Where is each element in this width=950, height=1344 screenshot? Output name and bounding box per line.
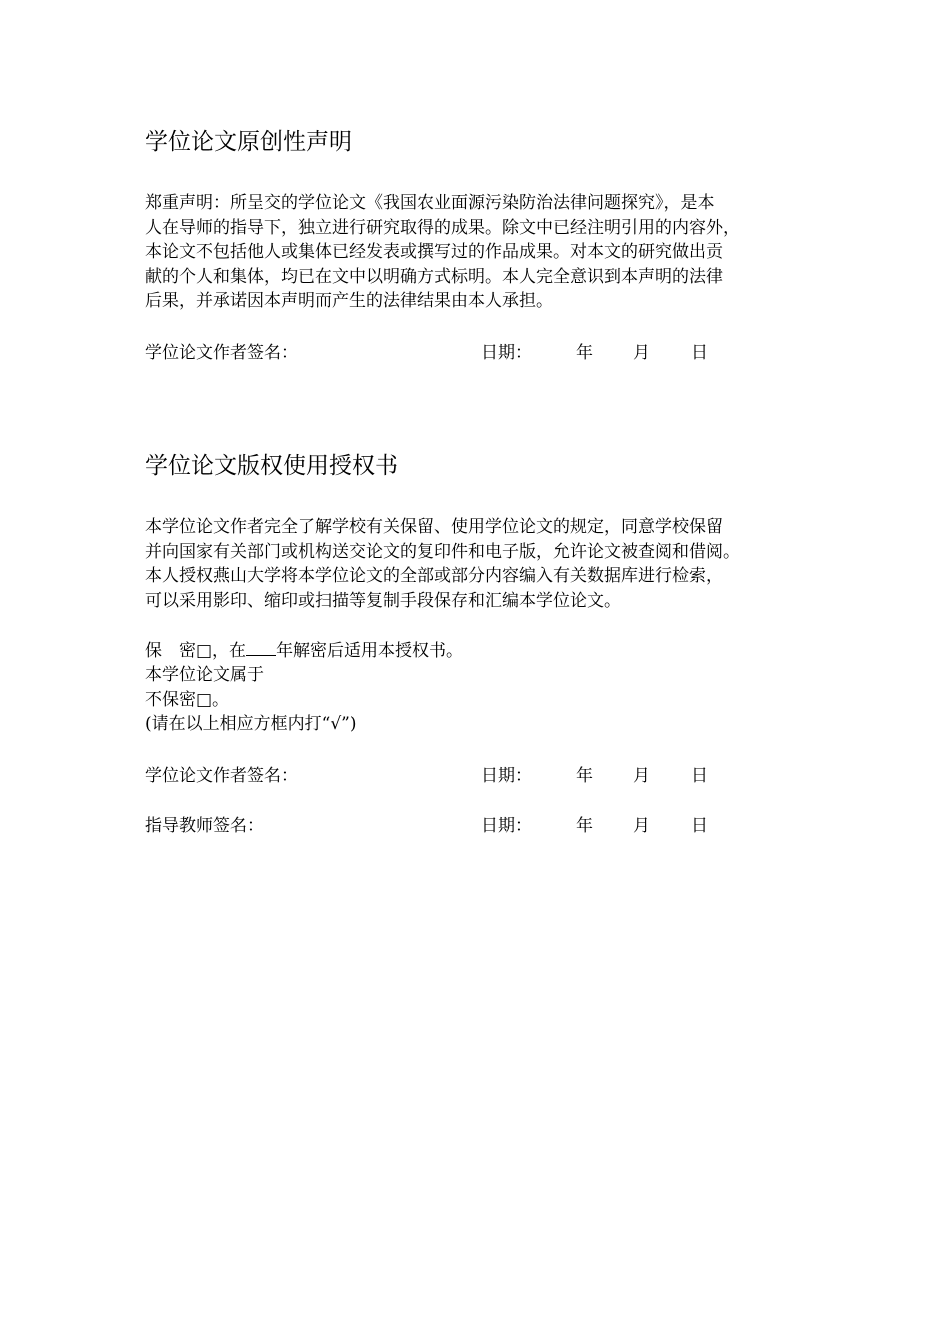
paragraph-line: 后果，并承诺因本声明而产生的法律结果由本人承担。	[145, 291, 553, 311]
year-label: 年	[576, 816, 593, 836]
date-label: 日期：	[481, 343, 532, 363]
month-label: 月	[633, 343, 650, 363]
day-label: 日	[691, 766, 708, 786]
authorization-author-signature-row	[0, 763, 950, 789]
confidential-option	[145, 639, 463, 664]
paragraph-line: 郑重声明：所呈交的学位论文《我国农业面源污染防治法律问题探究》，是本	[145, 193, 715, 213]
declaration-title: 学位论文原创性声明	[145, 129, 352, 155]
paragraph-line: 本学位论文作者完全了解学校有关保留、使用学位论文的规定，同意学校保留	[145, 517, 723, 537]
checkbox-instruction-note: (请在以上相应方框内打“√”)	[145, 714, 357, 734]
years-blank	[246, 641, 276, 656]
paragraph-line: 并向国家有关部门或机构送交论文的复印件和电子版，允许论文被查阅和借阅。	[145, 541, 740, 562]
author-signature-label: 学位论文作者签名：	[145, 766, 298, 786]
confidential-suffix: 年解密后适用本授权书。	[276, 641, 464, 661]
date-label: 日期：	[481, 766, 532, 786]
month-label: 月	[633, 816, 650, 836]
year-label: 年	[576, 766, 593, 786]
day-label: 日	[691, 816, 708, 836]
month-label: 月	[633, 766, 650, 786]
authorization-title: 学位论文版权使用授权书	[145, 453, 398, 479]
belongs-to-line: 本学位论文属于	[145, 665, 264, 685]
declaration-paragraph	[145, 191, 825, 314]
paragraph-line: 本人授权燕山大学将本学位论文的全部或部分内容编入有关数据库进行检索，	[145, 566, 723, 586]
advisor-signature-row	[0, 813, 950, 839]
author-signature-label: 学位论文作者签名：	[145, 343, 298, 363]
paragraph-line: 献的个人和集体，均已在文中以明确方式标明。本人完全意识到本声明的法律	[145, 266, 723, 287]
declaration-signature-row	[0, 340, 950, 366]
day-label: 日	[691, 343, 708, 363]
date-label: 日期：	[481, 816, 532, 836]
not-confidential-option: 不保密□。	[145, 690, 230, 710]
paragraph-line: 人在导师的指导下，独立进行研究取得的成果。除文中已经注明引用的内容外，	[145, 217, 740, 238]
confidential-prefix: 保 密□，在	[145, 641, 247, 661]
paragraph-line: 本论文不包括他人或集体已经发表或撰写过的作品成果。对本文的研究做出贡	[145, 242, 723, 262]
year-label: 年	[576, 343, 593, 363]
authorization-paragraph	[145, 515, 825, 613]
advisor-signature-label: 指导教师签名：	[145, 816, 264, 836]
paragraph-line: 可以采用影印、缩印或扫描等复制手段保存和汇编本学位论文。	[145, 590, 621, 611]
